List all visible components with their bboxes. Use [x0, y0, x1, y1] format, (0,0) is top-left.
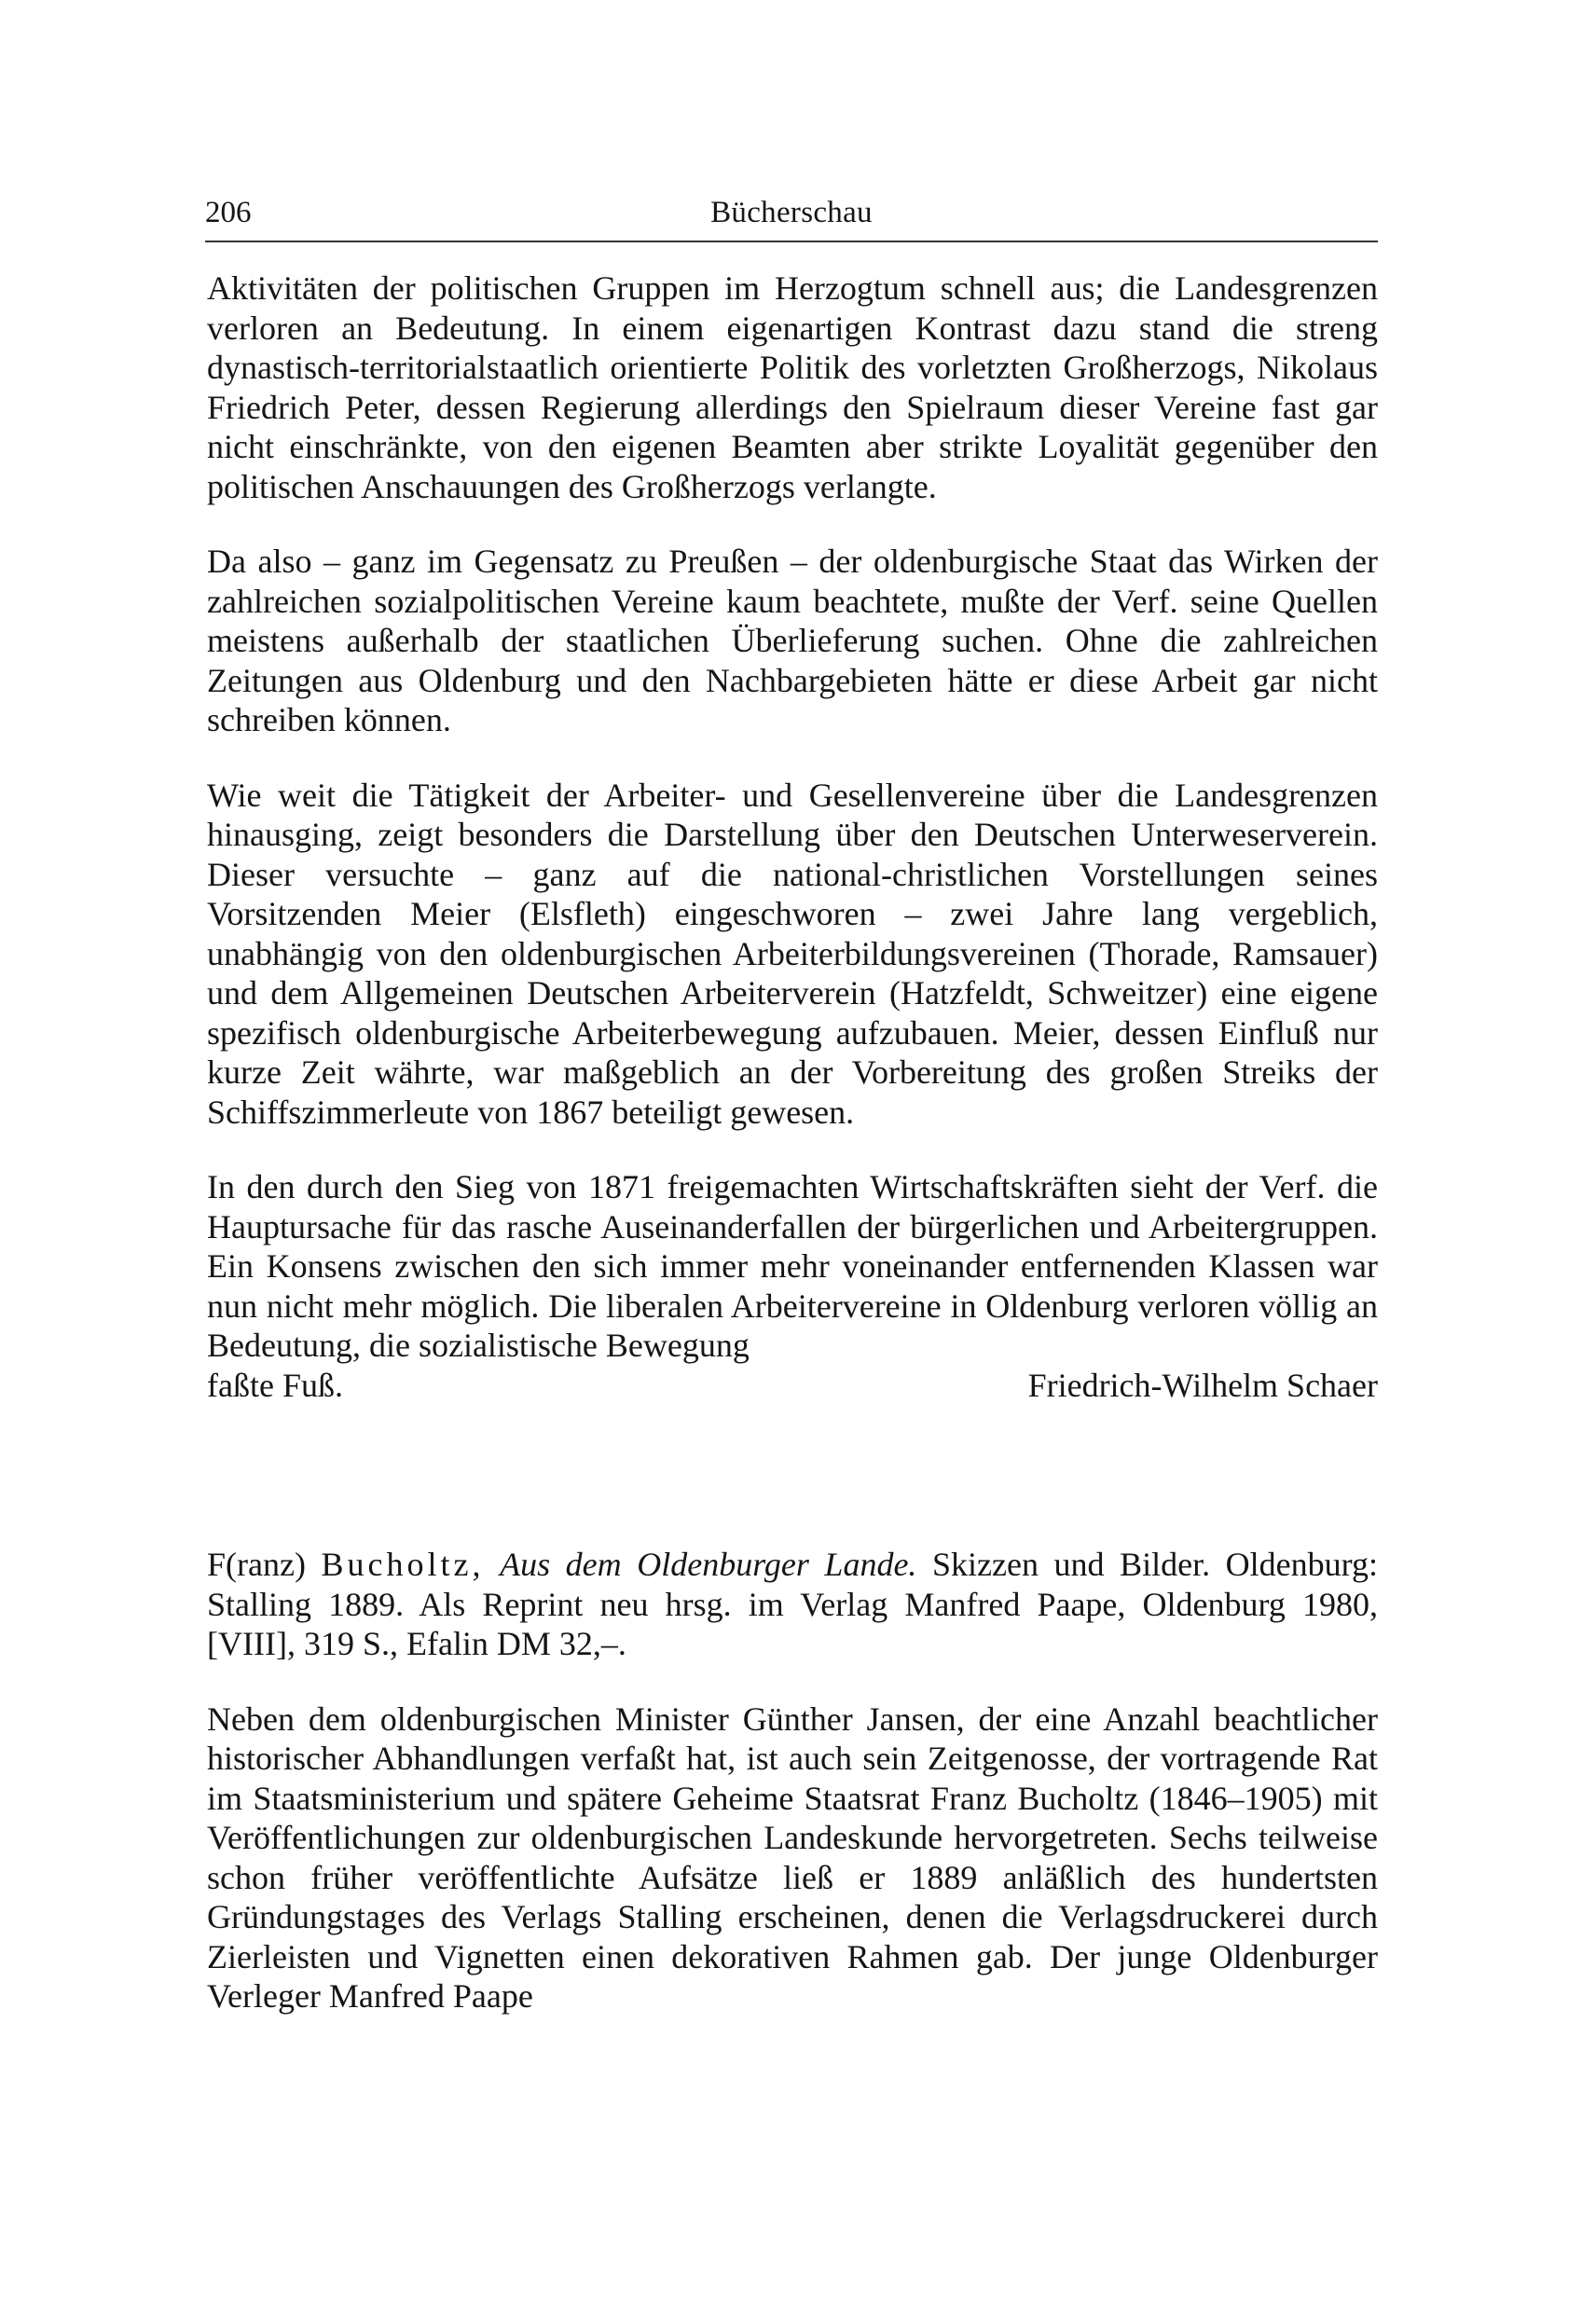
citation-book-title: Aus dem Oldenburger Lande. — [500, 1546, 917, 1583]
reviewer-signature: Friedrich-Wilhelm Schaer — [1027, 1366, 1378, 1404]
running-title: Bücherschau — [710, 196, 873, 229]
page-number: 206 — [205, 196, 252, 229]
page-body — [207, 268, 1378, 2052]
review1-paragraph-2: Da also – ganz im Gegensatz zu Preußen – der oldenburgische Staat das Wirken der zahlreichen sozialpolitischen Vereine kaum beachtete, mußte der Verf. seine Quellen meistens außerhalb der staatlichen Überlieferung suchen. Ohne die zahlreichen Zeitungen aus Oldenburg und den Nachbargebieten hätte er diese Arbeit gar nicht schreiben können. — [207, 543, 1378, 738]
review-schaer — [207, 268, 1378, 1405]
review1-closing-line — [207, 1366, 1378, 1406]
citation-author-surname: Bucholtz, — [321, 1546, 485, 1583]
review2-paragraph-1: Neben dem oldenburgischen Minister Günther Jansen, der eine Anzahl beachtlicher historischer Abhandlungen verfaßt hat, ist auch sein Zeitgenosse, der vortragende Rat im Staatsministerium und spätere Geheime Staatsrat Franz Bucholtz (1846–1905) mit Veröffentlichungen zur oldenburgischen Landeskunde hervorgetreten. Sechs teilweise schon früher veröffentlichte Aufsätze ließ er 1889 anläßlich des hundertsten Gründungstages des Verlags Stalling erscheinen, denen die Verlagsdruckerei durch Zierleisten und Vignetten einen dekorativen Rahmen gab. Der junge Oldenburger Verleger Manfred Paape — [207, 1700, 1378, 2015]
review-bucholtz — [207, 1545, 1378, 2016]
book-citation — [207, 1545, 1378, 1664]
citation-details: Skizzen und Bilder. Oldenburg: Stalling 1889. Als Reprint neu hrsg. im Verlag Manfred Paape, Oldenburg 1980, [VIII], 319 S., Efalin DM 32,–. — [207, 1546, 1379, 1662]
review1-paragraph-1: Aktivitäten der politischen Gruppen im Herzogtum schnell aus; die Landesgrenzen verloren an Bedeutung. In einem eigenartigen Kontrast dazu stand die streng dynastisch-territorialstaatlich orientierte Politik des vorletzten Großherzogs, Nikolaus Friedrich Peter, dessen Regierung allerdings den Spielraum dieser Vereine fast gar nicht einschränkte, von den eigenen Beamten aber strikte Loyalität gegenüber den politischen Anschauungen des Großherzogs verlangte. — [207, 269, 1378, 505]
citation-author-initial: F(ranz) — [207, 1546, 322, 1583]
review1-last-words: faßte Fuß. — [207, 1366, 343, 1404]
review1-paragraph-3: Wie weit die Tätigkeit der Arbeiter- und Gesellenvereine über die Landesgrenzen hinausging, zeigt besonders die Darstellung über den Deutschen Unterweserverein. Dieser versuchte – ganz auf die national-christlichen Vorstellungen seines Vorsitzenden Meier (Elsfleth) eingeschworen – zwei Jahre lang vergeblich, unabhängig von den oldenburgischen Arbeiterbildungsvereinen (Thorade, Ramsauer) und dem Allgemeinen Deutschen Arbeiterverein (Hatzfeldt, Schweitzer) eine eigene spezifisch oldenburgische Arbeiterbewegung aufzubauen. Meier, dessen Einfluß nur kurze Zeit währte, war maßgeblich an der Vorbereitung des großen Streiks der Schiffszimmerleute von 1867 beteiligt gewesen. — [207, 776, 1378, 1131]
page-header — [205, 194, 1378, 242]
review1-paragraph-4: In den durch den Sieg von 1871 freigemachten Wirtschaftskräften sieht der Verf. die Hauptursache für das rasche Auseinanderfallen der bürgerlichen und Arbeitergruppen. Ein Konsens zwischen den sich immer mehr voneinander entfernenden Klassen war nun nicht mehr möglich. Die liberalen Arbeitervereine in Oldenburg verloren völlig an Bedeutung, die sozialistische Bewegung — [207, 1168, 1378, 1364]
